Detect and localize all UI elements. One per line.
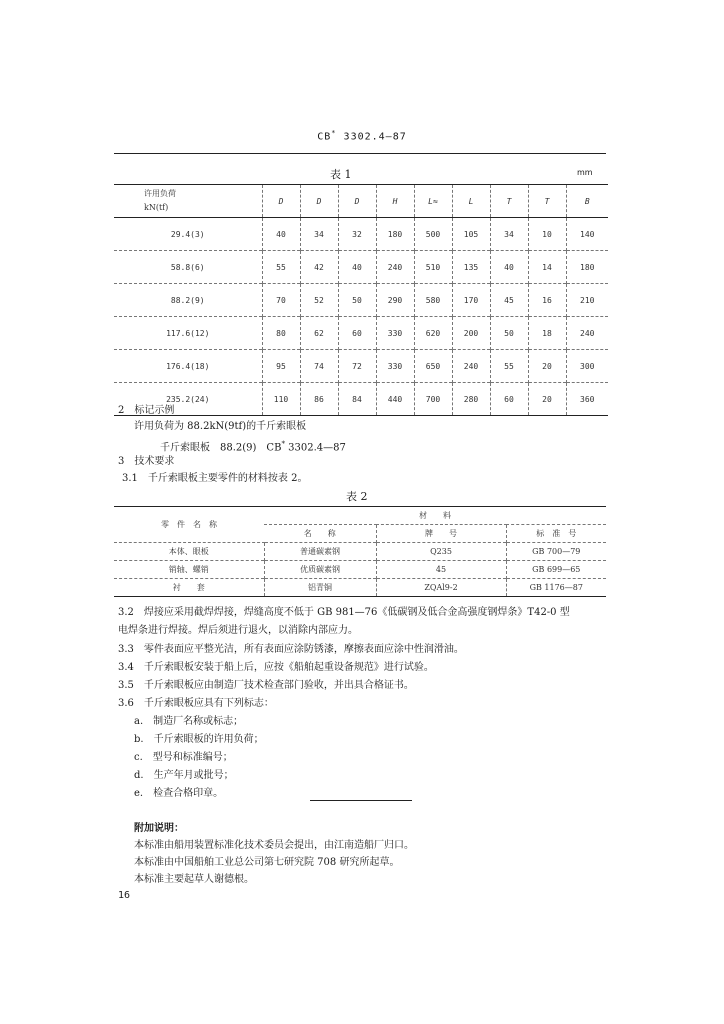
mark-item — [134, 733, 264, 747]
part-name-header: 零 件 名 称 — [114, 507, 264, 543]
table-cell: 176.4(18) — [114, 350, 262, 383]
section-separator — [310, 800, 412, 801]
table-cell: 170 — [452, 284, 490, 317]
mark-item-text: 检查合格印章。 — [153, 788, 224, 799]
mark-item-text: 型号和标准编号； — [152, 752, 233, 763]
table2-header-row — [114, 507, 606, 525]
notes-line-3: 本标准主要起草人谢德根。 — [134, 874, 254, 885]
mark-item-key: b. — [134, 734, 144, 745]
table-cell: 74 — [300, 350, 338, 383]
clause-3-2-line-2: 电焊条进行焊接。焊后须进行退火，以消除内部应力。 — [118, 625, 358, 636]
table-cell: 240 — [566, 317, 608, 350]
table-cell: 86 — [300, 383, 338, 416]
table-row — [114, 350, 608, 383]
table-cell: 优质碳素钢 — [264, 561, 376, 579]
table-cell: 620 — [414, 317, 452, 350]
table1-caption: 表 1 — [330, 168, 352, 181]
marking-example-text: 许用负荷为 88.2kN(9tf)的千斤索眼板 — [134, 421, 307, 432]
mark-item-key: e. — [134, 788, 144, 799]
notes-line-2: 本标准由中国船舶工业总公司第七研究院 708 研究所起草。 — [134, 857, 400, 868]
marking-code-text: 千斤索眼板 88.2(9) CB — [160, 442, 282, 454]
column-header: D — [300, 185, 338, 218]
grade-header: 牌 号 — [376, 525, 506, 543]
mark-item-key: a. — [134, 716, 144, 727]
column-header: L — [452, 185, 490, 218]
table-cell: 18 — [528, 317, 566, 350]
table-cell: 32 — [338, 218, 376, 251]
code-number: 3302.4—87 — [343, 131, 407, 143]
table-cell: 330 — [376, 317, 414, 350]
table-cell: 235.2(24) — [114, 383, 262, 416]
notes-line-1: 本标准由船用装置标准化技术委员会提出，由江南造船厂归口。 — [134, 840, 414, 851]
table-cell: 580 — [414, 284, 452, 317]
table-cell: 普通碳素钢 — [264, 543, 376, 561]
mark-item-text: 制造厂名称或标志； — [153, 716, 244, 727]
material-header: 材 料 — [264, 507, 606, 525]
clause-3-6: 3.6 千斤索眼板应具有下列标志： — [118, 698, 274, 709]
table-cell: GB 699—65 — [506, 561, 606, 579]
mark-item-key: d. — [134, 770, 144, 781]
table-cell: 58.8(6) — [114, 251, 262, 284]
table-cell: 衬 套 — [114, 579, 264, 597]
table-cell: 72 — [338, 350, 376, 383]
table-cell: 本体、眼板 — [114, 543, 264, 561]
table-row — [114, 543, 606, 561]
table-cell: 40 — [262, 218, 300, 251]
table-row — [114, 218, 608, 251]
table-cell: 140 — [566, 218, 608, 251]
table-cell: 62 — [300, 317, 338, 350]
code-prefix: CB — [317, 131, 332, 143]
table-cell: 20 — [528, 350, 566, 383]
table-cell: 110 — [262, 383, 300, 416]
marking-code-sup: * — [281, 440, 285, 448]
table-cell: GB 700—79 — [506, 543, 606, 561]
clause-3-5: 3.5 千斤索眼板应由制造厂技术检查部门验收，并出具合格证书。 — [118, 680, 414, 691]
table-cell: 360 — [566, 383, 608, 416]
table1-header-row — [114, 185, 608, 218]
table-cell: 29.4(3) — [170, 229, 205, 239]
column-header: L≈ — [414, 185, 452, 218]
table-row — [114, 251, 608, 284]
table-row — [114, 561, 606, 579]
mark-item — [134, 715, 243, 729]
table-cell: 440 — [376, 383, 414, 416]
table-cell: 70 — [262, 284, 300, 317]
load-header-unit: kN(tf) — [144, 203, 169, 212]
table-row — [114, 579, 606, 597]
marking-code-number: 3302.4—87 — [288, 442, 346, 454]
table1-unit: mm — [577, 168, 593, 177]
table-cell: 290 — [376, 284, 414, 317]
clause-3-4: 3.4 千斤索眼板安装于船上后，应按《船舶起重设备规范》进行试验。 — [118, 662, 434, 673]
table2-caption: 表 2 — [346, 490, 368, 503]
table-cell: 300 — [566, 350, 608, 383]
table-cell: 240 — [376, 251, 414, 284]
table-row — [114, 317, 608, 350]
table-cell: 50 — [338, 284, 376, 317]
materials-table — [114, 506, 606, 597]
mark-item — [134, 769, 234, 783]
mark-item-text: 千斤索眼板的许用负荷； — [153, 734, 264, 745]
table-cell: 42 — [300, 251, 338, 284]
clause-3-3: 3.3 零件表面应平整光洁，所有表面应涂防锈漆，摩擦表面应涂中性润滑油。 — [118, 644, 464, 655]
table-cell: 14 — [528, 251, 566, 284]
table-cell: 105 — [452, 218, 490, 251]
table-cell: 330 — [376, 350, 414, 383]
table-cell: 200 — [452, 317, 490, 350]
table-cell: 60 — [490, 383, 528, 416]
table-cell: 88.2(9) — [114, 284, 262, 317]
document-code-header — [0, 129, 724, 142]
table-cell: 50 — [490, 317, 528, 350]
table-cell: Q235 — [376, 543, 506, 561]
load-header-name: 许用负荷 — [144, 189, 176, 198]
table-cell: 16 — [528, 284, 566, 317]
table-cell: 510 — [414, 251, 452, 284]
table-cell: 10 — [528, 218, 566, 251]
table-cell: 84 — [338, 383, 376, 416]
column-header: D — [338, 185, 376, 218]
mark-item — [134, 751, 233, 765]
table-cell: 45 — [490, 284, 528, 317]
table-cell: ZQAl9-2 — [376, 579, 506, 597]
table-cell: 500 — [414, 218, 452, 251]
table-cell: 117.6(12) — [114, 317, 262, 350]
standard-header: 标 准 号 — [506, 525, 606, 543]
column-header: T — [528, 185, 566, 218]
section-2-title: 2 标记示例 — [118, 405, 175, 416]
table-cell: 52 — [300, 284, 338, 317]
header-rule — [114, 153, 606, 154]
table-cell: 180 — [376, 218, 414, 251]
table-cell: 55 — [490, 350, 528, 383]
table-cell: 55 — [262, 251, 300, 284]
table-cell: 60 — [338, 317, 376, 350]
material-name-header: 名 称 — [303, 529, 336, 538]
table-cell: GB 1176—87 — [506, 579, 606, 597]
table-cell: 40 — [490, 251, 528, 284]
table-cell: 700 — [414, 383, 452, 416]
table-cell: 45 — [376, 561, 506, 579]
table-cell: 20 — [528, 383, 566, 416]
table-cell: 210 — [566, 284, 608, 317]
column-header: T — [490, 185, 528, 218]
clause-3-2-line-1: 3.2 焊接应采用截焊焊接，焊缝高度不低于 GB 981—76《低碳钢及低合金高强度钢焊条》T42-0 型 — [118, 607, 570, 618]
table-cell: 34 — [490, 218, 528, 251]
marking-example-code — [160, 437, 346, 455]
table-cell: 34 — [300, 218, 338, 251]
column-header: B — [566, 185, 608, 218]
table-row — [114, 284, 608, 317]
table-cell: 95 — [262, 350, 300, 383]
dimension-table — [114, 184, 608, 416]
section-3-title: 3 技术要求 — [118, 456, 175, 467]
clause-3-1: 3.1 千斤索眼板主要零件的材料按表 2。 — [122, 473, 308, 484]
table-cell: 135 — [452, 251, 490, 284]
table-cell: 40 — [338, 251, 376, 284]
table-cell: 650 — [414, 350, 452, 383]
mark-item-text: 生产年月或批号； — [153, 770, 234, 781]
page-number: 16 — [118, 890, 131, 901]
mark-item-key: c. — [134, 752, 143, 763]
column-header: H — [376, 185, 414, 218]
mark-item — [134, 787, 223, 801]
table-cell: 铝青铜 — [264, 579, 376, 597]
notes-title: 附加说明： — [134, 823, 184, 834]
table1-load-header — [114, 185, 262, 218]
code-superscript: * — [331, 129, 337, 137]
table-cell: 240 — [452, 350, 490, 383]
table-cell: 销轴、螺销 — [114, 561, 264, 579]
table-cell: 280 — [452, 383, 490, 416]
table-row — [114, 383, 608, 416]
table-cell: 180 — [566, 251, 608, 284]
column-header: D — [262, 185, 300, 218]
table-cell: 80 — [262, 317, 300, 350]
